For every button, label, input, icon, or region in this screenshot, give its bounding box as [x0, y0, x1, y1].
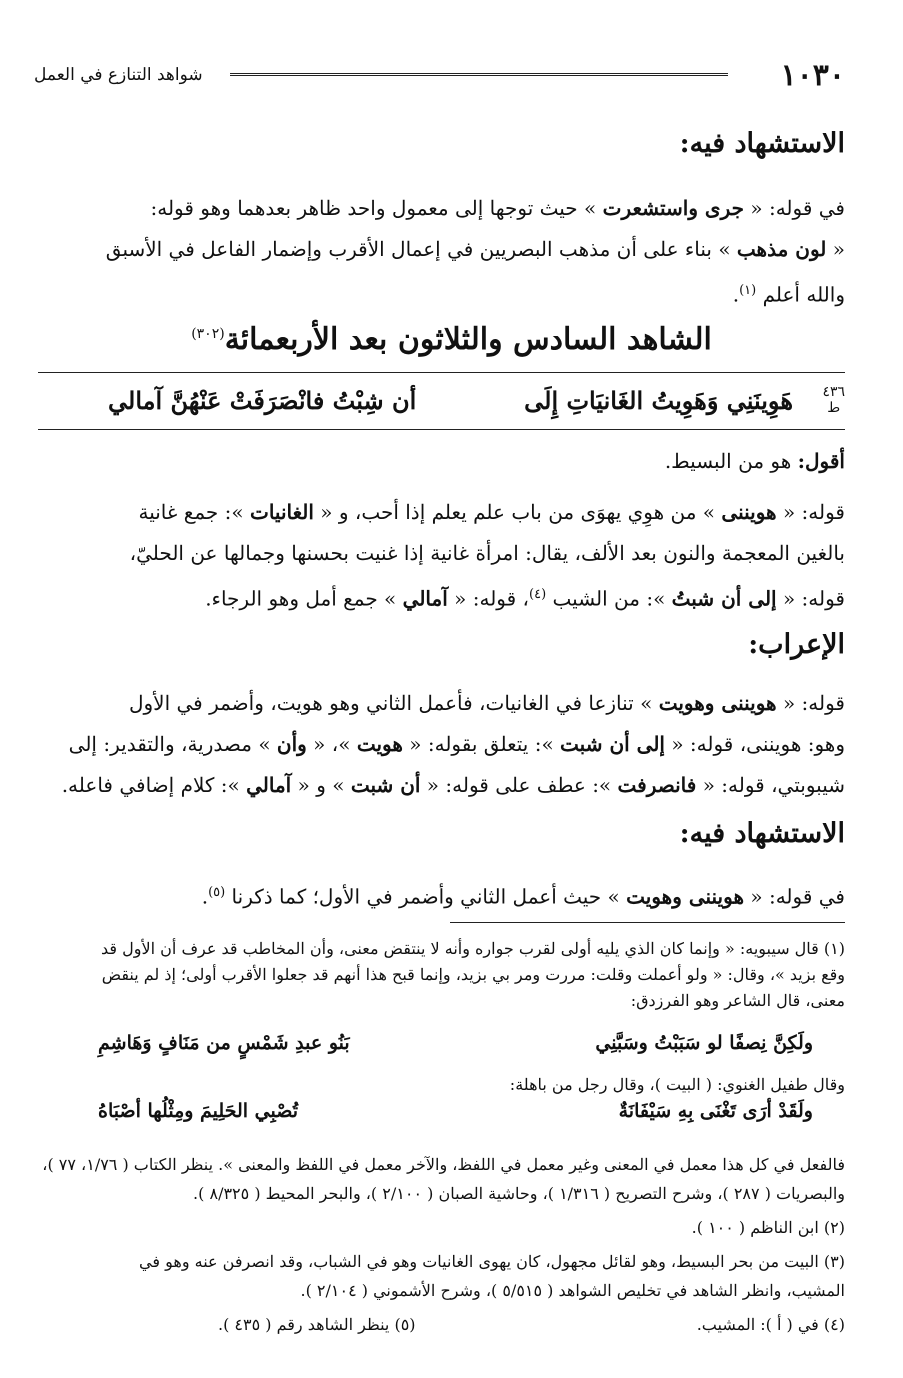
paragraph-line	[40, 873, 845, 917]
footnote-verse-1-hemistich-2: بَنُو عبدِ شَمْسٍ من مَنَافٍ وَهَاشِمِ	[98, 1032, 350, 1054]
quoted-term: الغانيات	[249, 500, 314, 524]
text-span: هو من البسيط.	[664, 449, 798, 473]
quoted-term: وأن	[276, 732, 307, 756]
quoted-term: آمالي	[246, 773, 292, 797]
footnote-1-line: معنى، قال الشاعر وهو الفرزدق:	[630, 991, 845, 1010]
text-span: » مصدرية، والتقدير: إلى	[68, 732, 277, 756]
paragraph-line	[40, 575, 845, 619]
footnote-1-line: والبصريات ( ٢٨٧ )، وشرح التصريح ( ١/٣١٦ )، وحاشية الصبان ( ٢/١٠٠ )، والبحر المحيط ( ٨/٣٢٥ ).	[193, 1184, 845, 1203]
section-heading-irab: الإعراب:	[748, 629, 845, 660]
quoted-term: جرى واستشعرت	[602, 196, 744, 220]
verse-mark: ط	[827, 400, 841, 416]
footnote-1-line: فالفعل في كل هذا معمل في المعنى وغير معمل في اللفظ، والآخر معمل في اللفظ والمعنى ». ينظر الكتاب ( ١/٧٦، ٧٧ )،	[42, 1155, 845, 1174]
paragraph-line: بالغين المعجمة والنون بعد الألف، يقال: امرأة غانية إذا غنيت بحسنها وجمالها عن الحليّ،	[129, 541, 845, 565]
paragraph-line	[40, 442, 845, 481]
text-span: » حيث أعمل الثاني وأضمر في الأول؛ كما ذكرنا	[225, 884, 627, 909]
text-span: »: جمع غانية	[138, 500, 250, 524]
footnote-divider	[450, 922, 845, 923]
quoted-term: هويت	[356, 732, 403, 756]
footnote-3-line: (٣) البيت من بحر البسيط، وهو لقائل مجهول، كان يهوى الغانيات وهو في الشباب، وقد انصرفن عنه وهو في	[139, 1252, 845, 1271]
text-span: »: يتعلق بقوله: «	[402, 732, 561, 756]
section-heading-istishhad-1: الاستشهاد فيه:	[679, 128, 845, 159]
quoted-term: أن شبت	[350, 773, 421, 797]
quoted-term: هويننى	[721, 500, 777, 524]
text-span: » جمع أمل وهو الرجاء.	[205, 586, 403, 611]
footnote-ref[interactable]: (٣٠٢)	[191, 326, 225, 342]
quoted-term: فانصرفت	[617, 773, 697, 797]
text-span: » بناء على أن مذهب البصريين في إعمال الأقرب وإضمار الفاعل في الأسبق	[105, 237, 737, 261]
paragraph-line	[40, 766, 845, 805]
footnote-1-line: (١) قال سيبويه: « وإنما كان الذي يليه أولى لقرب جواره وأنه لا ينتقض معنى، وأن المخاطب قد عرف أن الأول قد	[101, 939, 845, 958]
verse-bottom-rule	[38, 429, 845, 430]
footnote-ref[interactable]: (١)	[739, 283, 757, 298]
text-span: قوله: «	[776, 586, 845, 611]
verse-hemistich-1: هَوِينَنِي وَهَوِيتُ الغَانيَاتِ إِلَى	[524, 386, 793, 415]
paragraph-line	[40, 271, 845, 315]
footnote-ref[interactable]: (٥)	[208, 885, 226, 900]
footnote-ref[interactable]: (٤)	[529, 587, 547, 602]
text-span: في قوله: «	[744, 196, 845, 220]
verse-line	[40, 382, 845, 422]
section-heading-istishhad-2: الاستشهاد فيه:	[679, 818, 845, 849]
paragraph-line	[40, 230, 845, 269]
text-span: قوله: «	[776, 500, 845, 524]
text-span: »، «	[306, 732, 357, 756]
footnote-5: (٥) ينظر الشاهد رقم ( ٤٣٥ ).	[218, 1315, 416, 1334]
text-span: في قوله: «	[744, 884, 845, 909]
verse-number	[822, 384, 845, 416]
text-span: » من هوِي يهوَى من باب علم يعلم إذا أحب، و «	[313, 500, 722, 524]
paragraph-line	[40, 189, 845, 228]
footnote-1-line: وقع بزيد »، وقال: « ولو أعملت وقلت: مررت ومر بي بزيد، وإنما قبح هذا أنهم قد جعلوا الأقرب أولى؛ إذ لم ينقض	[101, 965, 845, 984]
text-span: »: كلام إضافي فاعله.	[61, 773, 247, 797]
quoted-term: إلى أن شبتُ	[671, 586, 777, 611]
footnote-4: (٤) في ( أ ): المشيب.	[696, 1315, 845, 1334]
footnote-verse-1-hemistich-1: ولَكِنَّ نِصفًا لو سَبَبْتُ وسَبَّنِي	[595, 1032, 813, 1054]
witness-title	[0, 322, 903, 357]
text-span: وهو: هويننى، قوله: «	[664, 732, 845, 756]
text-span: قوله: «	[776, 691, 845, 715]
aqul-label: أقول:	[797, 449, 845, 473]
quoted-term: هويننى وهويت	[658, 691, 777, 715]
verse-number-value: ٤٣٦	[822, 384, 845, 400]
paragraph-line	[40, 725, 845, 764]
header-divider	[230, 73, 728, 79]
text-span: والله أعلم	[762, 282, 845, 307]
quoted-term: آمالي	[402, 586, 448, 611]
footnote-verse-2-hemistich-1: ولَقَدْ أرَى تَغْنَى بِهِ سَيْفَانَةٌ	[618, 1100, 813, 1122]
text-span: »: من الشيب	[546, 586, 672, 611]
text-span: «	[826, 237, 845, 261]
text-span: .	[201, 884, 209, 909]
text-span: »: عطف على قوله: «	[420, 773, 618, 797]
text-span: شيبوبتي، قوله: «	[696, 773, 845, 797]
text-span: ، قوله: «	[447, 586, 530, 611]
footnote-3-line: المشيب، وانظر الشاهد في تخليص الشواهد ( ٥/٥١٥ )، وشرح الأشموني ( ٢/١٠٤ ).	[300, 1281, 845, 1300]
quoted-term: هويننى وهويت	[626, 884, 744, 909]
text-span: .	[732, 282, 740, 307]
paragraph-line	[40, 684, 845, 723]
verse-hemistich-2: أن شِبْتُ فانْصَرَفَتْ عَنْهُنَّ آمالي	[108, 386, 417, 415]
paragraph-line	[40, 493, 845, 532]
footnote-1-line: وقال طفيل الغنوي: ( البيت )، وقال رجل من باهلة:	[509, 1075, 845, 1094]
running-title: شواهد التنازع في العمل	[34, 65, 203, 85]
text-span: » و «	[291, 773, 351, 797]
text-span: » حيث توجها إلى معمول واحد ظاهر بعدهما وهو قوله:	[150, 196, 603, 220]
footnote-2: (٢) ابن الناظم ( ١٠٠ ).	[691, 1218, 845, 1237]
quoted-term: إلى أن شبت	[560, 732, 665, 756]
quoted-term: لون مذهب	[736, 237, 827, 261]
verse-top-rule	[38, 372, 845, 373]
footnote-verse-2-hemistich-2: تُصْبِي الحَلِيمَ ومِثْلُها أصْبَاهُ	[98, 1100, 298, 1122]
text-span: » تنازعا في الغانيات، فأعمل الثاني وهو هويت، وأضمر في الأول	[128, 691, 659, 715]
witness-title-text: الشاهد السادس والثلاثون بعد الأربعمائة	[224, 322, 712, 357]
page-number: ١٠٣٠	[780, 57, 845, 93]
